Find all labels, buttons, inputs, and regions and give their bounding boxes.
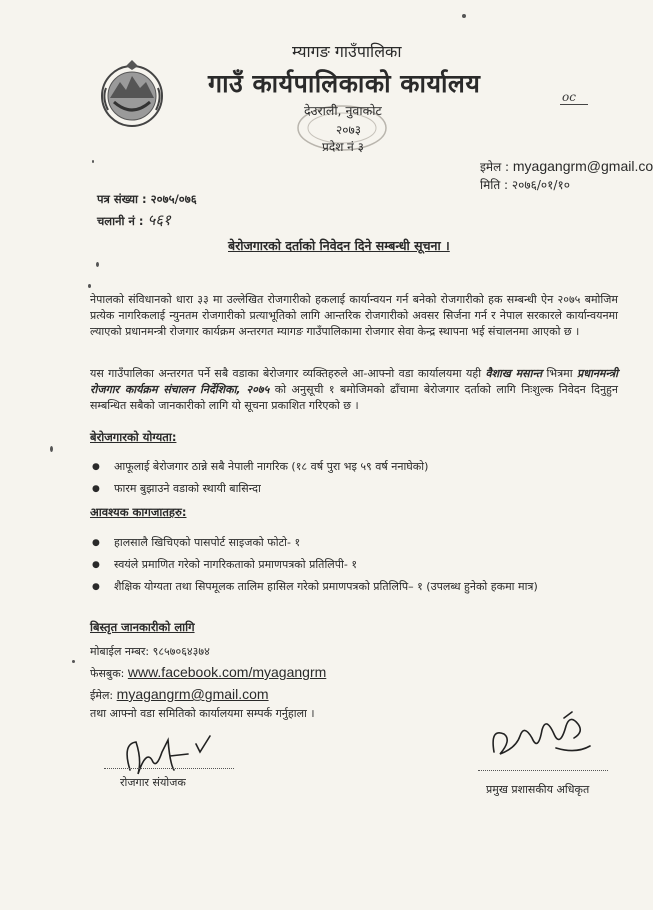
mobile-label: मोबाईल नम्बर:	[90, 645, 150, 658]
scan-speck	[88, 284, 91, 288]
date-value: २०७६/०१/१०	[511, 178, 570, 192]
office-title: गाउँ कार्यपालिकाको कार्यालय	[208, 69, 481, 98]
right-signature-image	[486, 708, 596, 768]
email-line	[90, 686, 269, 703]
mobile-line	[90, 644, 210, 659]
list-item: ● स्वयंले प्रमाणित गरेको नागरिकताको प्रमाणपत्रको प्रतिलिपी- १	[90, 556, 538, 578]
notice-subject: बेरोजगारको दर्ताको निवेदन दिने सम्बन्धी सूचना ।	[228, 238, 450, 253]
letter-number	[97, 192, 197, 207]
eligibility-list	[90, 458, 428, 502]
margin-note-underline	[560, 104, 588, 105]
list-item: ● हालसालै खिचिएको पासपोर्ट साइजको फोटो- १	[90, 534, 538, 556]
closing-line: तथा आफ्नो वडा समितिको कार्यालयमा सम्पर्क गर्नुहाला ।	[90, 707, 315, 720]
margin-note: oc	[562, 90, 576, 104]
list-item: ● शैक्षिक योग्यता तथा सिपमूलक तालिम हासिल गरेको प्रमाणपत्रको प्रतिलिपि– १ (उपलब्ध हुनेको हकमा मात्र)	[90, 578, 538, 600]
left-signatory-title: रोजगार संयोजक	[120, 776, 186, 789]
right-signatory-title: प्रमुख प्रशासकीय अधिकृत	[486, 783, 590, 796]
established-year: २०७३	[336, 123, 361, 137]
mobile-number: ९८५७०६४३७४	[152, 645, 210, 658]
p2-guideline: प्रधानमन्त्री रोजगार कार्यक्रम संचालन निर्देशिका, २०७५	[90, 367, 619, 396]
details-email-label: ईमेल:	[90, 689, 114, 702]
p2-text-e: को अनुसूची १ बमोजिमको ढाँचामा बेरोजगार दर्ताको लागि निःशुल्क निवेदन दिनुहुन सम्बन्धित सबैको जानकारीको लागि यो सूचना प्रकाशित गरिएको छ ।	[90, 383, 618, 412]
scan-speck	[462, 14, 466, 18]
scan-speck	[92, 160, 94, 163]
eligibility-heading: बेरोजगारको योग्यता:	[90, 430, 177, 444]
facebook-line	[90, 664, 326, 681]
scan-speck	[96, 262, 99, 267]
date-label: मिति :	[480, 178, 509, 192]
left-signature-line	[104, 768, 234, 769]
office-address: देउराली, नुवाकोट	[304, 103, 382, 118]
p2-text-c: भित्रमा	[542, 367, 577, 380]
chalani-label: चलानी नं :	[97, 214, 144, 228]
municipality-name: म्यागङ गाउँपालिका	[292, 42, 402, 61]
province-label: प्रदेश नं ३	[322, 140, 364, 154]
paragraph-intro: नेपालको संविधानको धारा ३३ मा उल्लेखित रोजगारीको हकलाई कार्यान्वयन गर्न बनेको रोजगारीको हक सम्बन्धी ऐन २०७५ बमोजिम प्रत्येक नागरिकलाई न्युनतम रोजगारीको प्रत्याभूतिको लागि आन्तरिक रोजगारीको अवसर सिर्जना गर्न र नेपाल सरकारले कार्यान्वयनमा ल्याएको प्रधानमन्त्री रोजगार कार्यक्रम अन्तरगत म्यागङ गाउँपालिकामा रोजगार सेवा केन्द्र स्थापना भई संचालनमा आएको छ ।	[90, 293, 618, 338]
paragraph-instructions	[90, 366, 618, 414]
list-item: ● आफूलाई बेरोजगार ठान्ने सबै नेपाली नागरिक (१८ वर्ष पुरा भइ ५९ वर्ष ननाघेको)	[90, 458, 428, 480]
scan-speck	[50, 446, 53, 452]
email-label: इमेल :	[480, 160, 510, 174]
p2-text-a: यस गाउँपालिका अन्तरगत पर्ने सबै वडाका बेरोजगार व्यक्तिहरुले आ-आफ्नो वडा कार्यालयमा यही	[90, 367, 486, 380]
date-line	[480, 176, 570, 193]
header-email-line	[480, 158, 653, 175]
details-heading: बिस्तृत जानकारीको लागि	[90, 620, 195, 634]
list-item: ● फारम बुझाउने वडाको स्थायी बासिन्दा	[90, 480, 428, 502]
email-link[interactable]: myagangrm@gmail.com	[116, 686, 269, 702]
documents-list	[90, 534, 538, 600]
p2-deadline: वैशाख मसान्त	[485, 367, 543, 380]
patra-label: पत्र संख्या :	[97, 192, 147, 206]
header-email: myagangrm@gmail.co	[512, 158, 653, 174]
nepal-emblem-icon	[96, 58, 168, 130]
facebook-label: फेसबुक:	[90, 667, 125, 680]
right-signature-line	[478, 770, 608, 771]
scan-speck	[72, 660, 75, 663]
patra-value: २०७५/०७६	[150, 192, 197, 206]
chalani-value: ५६१	[147, 211, 171, 229]
facebook-link[interactable]: www.facebook.com/myagangrm	[127, 664, 327, 680]
documents-heading: आवश्यक कागजातहरु:	[90, 505, 187, 519]
dispatch-number	[97, 210, 171, 230]
